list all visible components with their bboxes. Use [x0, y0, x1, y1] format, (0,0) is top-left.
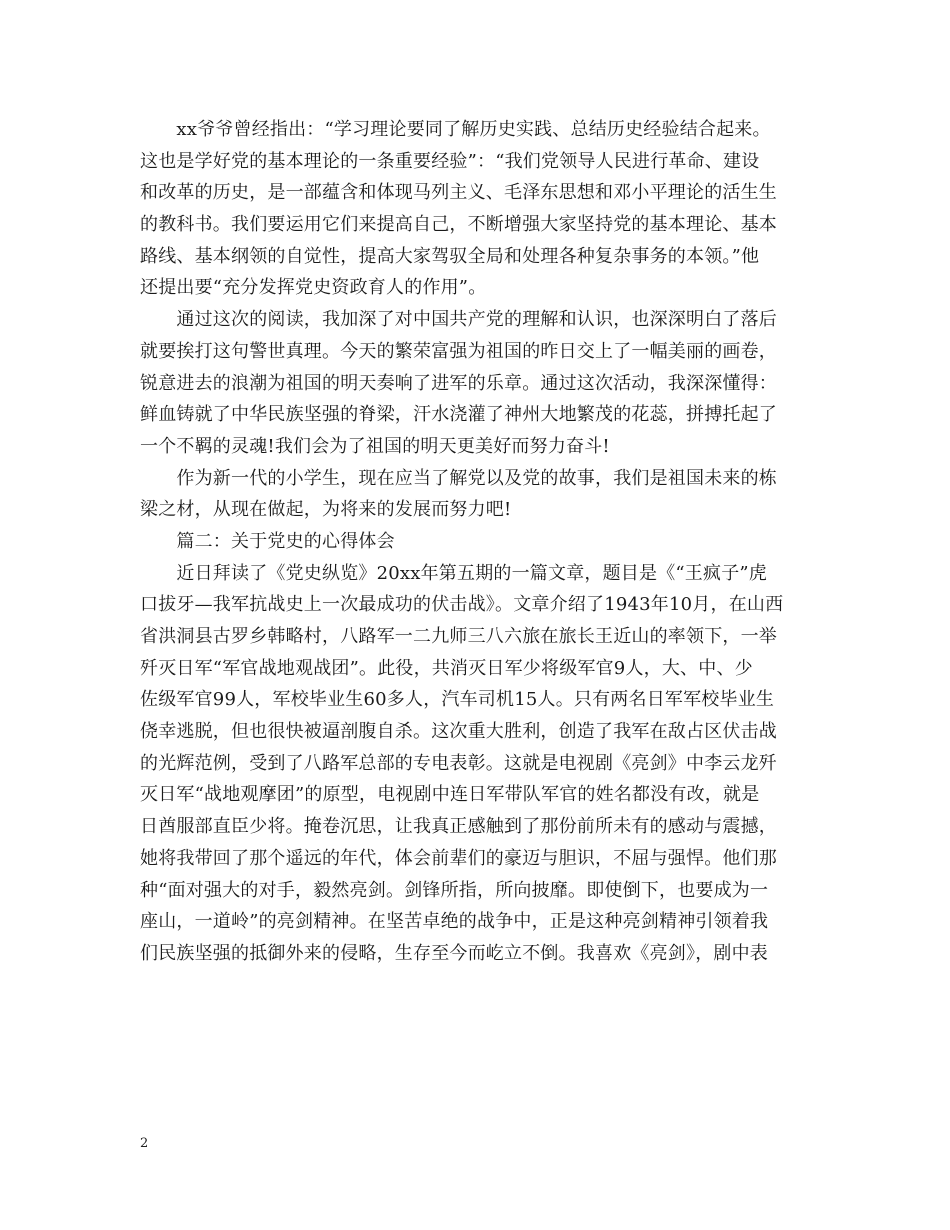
text-line: 通过这次的阅读，我加深了对中国共产党的理解和认识，也深深明白了落后	[140, 309, 777, 331]
text-line: 座山，一道岭”的亮剑精神。在坚苦卓绝的战争中，正是这种亮剑精神引领着我	[140, 911, 769, 933]
text-line: 省洪洞县古罗乡韩略村，八路军一二九师三八六旅在旅长王近山的率领下，一举	[140, 626, 777, 647]
text-line: 鲜血铸就了中华民族坚强的脊梁，汗水浇灌了神州大地繁茂的花蕊，拼搏托起了	[140, 404, 777, 426]
text-line: 的教科书。我们要运用它们来提高自己，不断增强大家坚持党的基本理论、基本	[140, 214, 777, 236]
text-line: 一个不羁的灵魂!我们会为了祖国的明天更美好而努力奋斗!	[140, 435, 610, 457]
text-line: 路线、基本纲领的自觉性，提高大家驾驭全局和处理各种复杂事务的本领。”他	[140, 245, 760, 267]
text-line: 就要挨打这句警世真理。今天的繁荣富强为祖国的昨日交上了一幅美丽的画卷，	[140, 340, 777, 362]
document-body	[140, 114, 810, 970]
page-number: 2	[140, 1136, 149, 1151]
text-line: 歼灭日军“军官战地观战团”。此役，共消灭日军少将级军官9人，大、中、少	[140, 657, 753, 679]
text-line: 还提出要“充分发挥党史资政育人的作用”。	[140, 277, 487, 299]
text-line: 和改革的历史，是一部蕴含和体现马列主义、毛泽东思想和邓小平理论的活生生	[140, 182, 777, 204]
text-line: 这也是学好党的基本理论的一条重要经验”：“我们党领导人民进行革命、建设	[140, 150, 760, 172]
text-line: 她将我带回了那个遥远的年代，体会前辈们的豪迈与胆识，不屈与强悍。他们那	[140, 847, 777, 869]
text-line: 灭日军“战地观摩团”的原型，电视剧中连日军带队军官的姓名都没有改，就是	[140, 784, 760, 806]
text-line: 们民族坚强的抵御外来的侵略，生存至今而屹立不倒。我喜欢《亮剑》，剧中表	[140, 942, 768, 964]
text-line: 种“面对强大的对手，毅然亮剑。剑锋所指，所向披靡。即使倒下，也要成为一	[140, 879, 769, 901]
text-line: 侥幸逃脱，但也很快被逼剖腹自杀。这次重大胜利，创造了我军在敌占区伏击战	[140, 721, 777, 743]
text-line: 梁之材，从现在做起，为将来的发展而努力吧!	[140, 499, 512, 521]
text-line: 锐意进去的浪潮为祖国的明天奏响了进军的乐章。通过这次活动，我深深懂得：	[140, 372, 777, 394]
section-heading: 篇二：关于党史的心得体会	[140, 530, 395, 552]
text-line: 的光辉范例，受到了八路军总部的专电表彰。这就是电视剧《亮剑》中李云龙歼	[140, 752, 777, 774]
text-line: 作为新一代的小学生，现在应当了解党以及党的故事，我们是祖国未来的栋	[140, 467, 777, 489]
text-line: 佐级军官99人，军校毕业生60多人，汽车司机15人。只有两名日军军校毕业生	[140, 689, 775, 711]
text-line: 口拔牙—我军抗战史上一次最成功的伏击战》。文章介绍了1943年10月，在山西	[140, 594, 784, 616]
text-line: xx爷爷曾经指出：“学习理论要同了解历史实践、总结历史经验结合起来。	[140, 119, 771, 140]
text-line: 日酋服部直臣少将。掩卷沉思，让我真正感触到了那份前所未有的感动与震撼，	[140, 816, 777, 838]
text-line: 近日拜读了《党史纵览》20xx年第五期的一篇文章，题目是《“王疯子”虎	[140, 562, 768, 584]
